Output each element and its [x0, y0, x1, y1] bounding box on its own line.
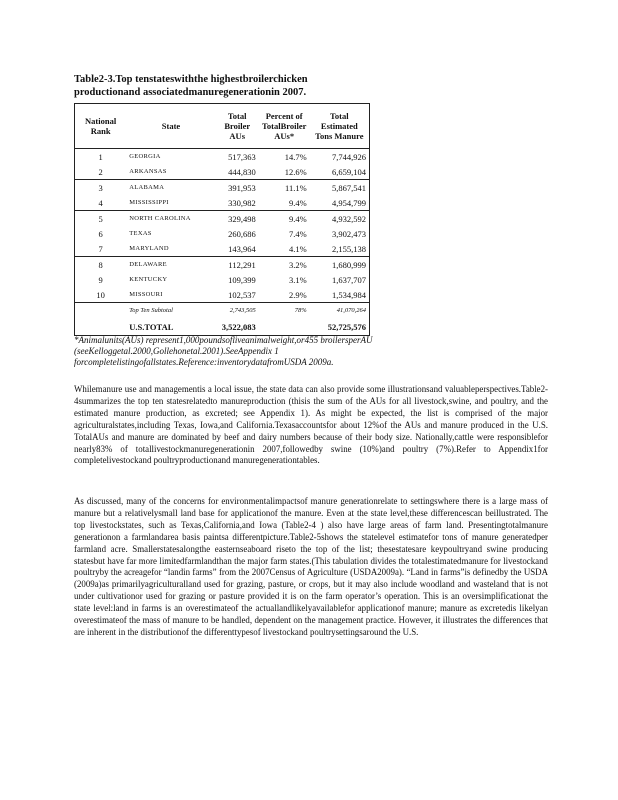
body-paragraph: As discussed, many of the concerns for environmentalimpactsof manure generationrelate to settingswhere there is a large mass of manure but a relativelysmall land base for applicationof the manure. Even at the state level,these differencescan beillustrated. The top livestockstates, such as Texas,California,and Iowa (Table2-4 ) also have large areas of farm land. Presentingtotalmanure generationon a farmlandarea basis paintsa differentpicture.Table2-5shows the statelevel estimatefor tons of manure generatedper farmland acre. Smallerstatesalongthe easternseaboard riseto the top of the list; thesestatesare keypoultryand swine producing statesbut have far more limitedfarmlandthan the major farm states.(This tabulation divides the totalestimatedmanure for livestockand poultryby the acreagefor “landin farms” from the 2007Census of Agriculture (USDA2009a). “Land in farms”is definedby the USDA (2009a)as primarilyagriculturalland used for grazing, pasture, or crops, but it may also include woodland and wasteland that is not under cultivationor used for grazing or pasture provided it is on the farm operator’s operation. This is an oversimplificationat the state level:land in farms is an overestimateof the actuallandlikelyavailablefor applicationof manure; manure as excretedis likelyan overestimateof the mass of manure to be handled, dependent on the management practice. However, it illustrates the differences that are inherent in the distributionof the differenttypesof livestockand poultrysettingsaround the U.S. — [74, 496, 548, 637]
percent-cell: 11.1% — [259, 180, 310, 196]
rank-cell: 5 — [75, 211, 127, 227]
aus-cell: 112,291 — [216, 257, 259, 273]
header-national-rank: National Rank — [75, 104, 127, 149]
state-cell: MISSOURI — [129, 290, 163, 298]
tons-cell: 4,954,799 — [310, 195, 370, 211]
state-cell: MISSISSIPPI — [129, 198, 169, 206]
tons-cell: 1,680,999 — [310, 257, 370, 273]
body-paragraph: Whilemanure use and managementis a local issue, the state data can also provide some illustrationsand valuableperspectives.Table2-4summarizes the top ten statesrelatedto manureproduction (thisis the sum of the AUs for all livestock,swine, and poultry, and the estimated manure production, as excreted; see Appendix 1). As might be expected, the list is comprised of the major agriculturalstates,including Texas, Iowa,and California.Texasaccountsfor about 12%of the AUs and manure produced in the U.S. TotalAUs and manure are dominated by beef and dairy numbers because of their body size. Nationally,cattle were responsiblefor nearly83% of totallivestockmanuregenerationin 2007,followedby swine (10%)and poultry (7%).Refer to Appendix1for completelivestockand poultryproductionand manuregenerationtables. — [74, 384, 548, 466]
subtotal-percent: 78% — [259, 303, 310, 320]
tons-cell: 5,867,541 — [310, 180, 370, 196]
table-row — [75, 149, 370, 165]
rank-cell: 2 — [75, 164, 127, 180]
state-cell: ARKANSAS — [129, 167, 167, 175]
table-caption — [74, 73, 374, 99]
state-cell: KENTUCKY — [129, 275, 168, 283]
percent-cell: 7.4% — [288, 228, 307, 239]
state-cell: ALABAMA — [126, 180, 215, 196]
aus-cell: 330,982 — [228, 197, 256, 208]
tons-cell: 1,534,984 — [310, 287, 370, 303]
rank-cell: 10 — [75, 287, 127, 303]
rank-cell: 9 — [75, 272, 127, 287]
tons-cell: 6,659,104 — [310, 164, 370, 180]
header-percent-aus: Percent of TotalBroiler AUs* — [259, 104, 310, 149]
state-cell: MARYLAND — [129, 244, 169, 252]
state-cell: GEORGIA — [129, 152, 161, 160]
rank-cell: 1 — [75, 149, 127, 165]
tons-cell: 4,932,592 — [310, 211, 370, 227]
percent-cell: 9.4% — [259, 211, 310, 227]
state-cell: DELAWARE — [126, 257, 215, 273]
tons-cell: 7,744,926 — [310, 149, 370, 165]
percent-cell: 3.2% — [259, 257, 310, 273]
subtotal-row — [75, 303, 370, 320]
table-header-row — [75, 104, 370, 149]
tons-cell: 2,155,138 — [310, 241, 370, 257]
aus-cell: 260,686 — [228, 228, 256, 239]
state-cell: TEXAS — [129, 229, 152, 237]
table-row — [75, 287, 370, 303]
table-row — [75, 241, 370, 257]
table-footnote: *Animalunits(AUs) represent1,000poundsofliveanimalweight,or455 broilersperAU (seeKelloggetal.2000,Gollehonetal.2001).SeeAppendix 1 forcompletelistingofallstates.Reference:inventorydatafromUSDA 2009a. — [74, 335, 373, 367]
subtotal-tons: 41,070,264 — [310, 303, 370, 320]
table-row — [75, 226, 370, 241]
rank-cell: 6 — [75, 226, 127, 241]
rank-cell: 4 — [75, 195, 127, 211]
tons-cell: 3,902,473 — [310, 226, 370, 241]
percent-cell: 2.9% — [288, 289, 307, 300]
state-cell: NORTH CAROLINA — [126, 211, 215, 227]
aus-cell: 102,537 — [228, 289, 256, 300]
total-label: U.S.TOTAL — [126, 319, 215, 336]
caption-line-2: productionand associatedmanuregenerationin 2007. — [74, 87, 307, 98]
table-row — [75, 180, 370, 196]
header-total-broiler-aus: Total Broiler AUs — [216, 104, 259, 149]
total-tons: 52,725,576 — [310, 319, 370, 336]
rank-cell: 7 — [75, 241, 127, 257]
aus-cell: 391,953 — [216, 180, 259, 196]
rank-cell: 8 — [75, 257, 127, 273]
aus-cell: 444,830 — [228, 166, 256, 177]
table-row — [75, 195, 370, 211]
total-aus: 3,522,083 — [216, 319, 259, 336]
table-row — [75, 257, 370, 273]
subtotal-aus: 2,743,505 — [216, 303, 259, 320]
table-row — [75, 272, 370, 287]
tons-cell: 1,637,707 — [310, 272, 370, 287]
percent-cell: 4.1% — [288, 243, 307, 254]
table-row — [75, 211, 370, 227]
percent-cell: 3.1% — [288, 274, 307, 285]
subtotal-label: Top Ten Subtotal — [126, 303, 215, 320]
aus-cell: 329,498 — [216, 211, 259, 227]
percent-cell: 9.4% — [288, 197, 307, 208]
caption-line-1: Table2-3.Top tenstateswiththe highestbroilerchicken — [74, 74, 308, 85]
header-state: State — [126, 104, 215, 149]
total-row — [75, 319, 370, 336]
aus-cell: 109,399 — [228, 274, 256, 285]
aus-cell: 143,964 — [228, 243, 256, 254]
rank-cell: 3 — [75, 180, 127, 196]
broiler-table — [74, 103, 370, 336]
percent-cell: 12.6% — [284, 166, 307, 177]
table-row — [75, 164, 370, 180]
aus-cell: 517,363 — [228, 151, 256, 162]
header-total-tons-manure: Total Estimated Tons Manure — [310, 104, 370, 149]
percent-cell: 14.7% — [284, 151, 307, 162]
